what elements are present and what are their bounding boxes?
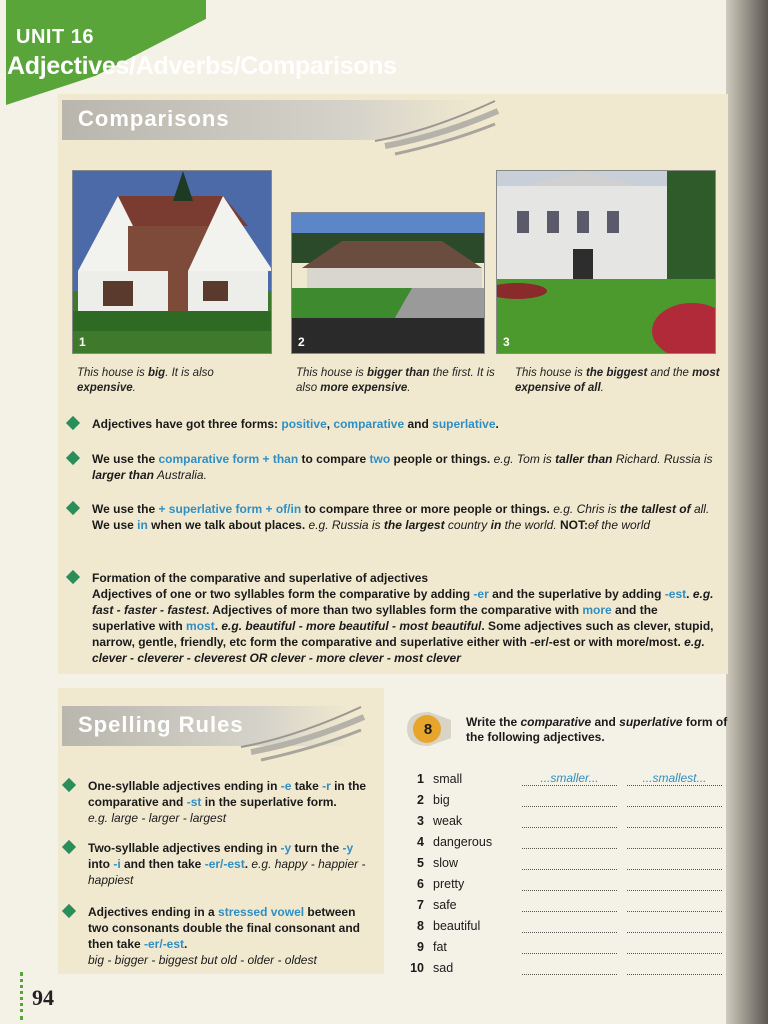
term-comparative: comparative [333, 417, 405, 431]
rule-text: into [88, 857, 114, 871]
term-e: -e [280, 779, 292, 793]
comparative-answer-field[interactable]: ...smaller... [522, 772, 617, 786]
exercise-item [400, 856, 730, 877]
bullet-formation [92, 570, 724, 666]
example-text: e.g. beautiful - more beautiful - most beautiful [221, 619, 482, 633]
example-text: e.g. Chris is [553, 502, 620, 516]
banner-swoosh-icon [236, 702, 366, 762]
caption-emphasis: the biggest [585, 367, 648, 379]
exercise-item [400, 898, 730, 919]
rule-example: e.g. large - larger - largest [88, 811, 227, 825]
exercise-item-word: small [433, 772, 463, 786]
bullet-text: Adjectives of one or two syllables form the comparative by adding [92, 587, 474, 601]
term-positive: positive [281, 417, 327, 431]
exercise-instruction [466, 715, 731, 745]
exercise-item [400, 919, 730, 940]
exercise-item-word: weak [433, 814, 463, 828]
exercise-item [400, 835, 730, 856]
term-er-est: -er/-est [204, 857, 245, 871]
exercise-item-number: 2 [417, 793, 424, 807]
exercise-item-number: 1 [417, 772, 424, 786]
exercise-item-word: fat [433, 940, 447, 954]
exercise-item-number: 8 [417, 919, 424, 933]
banner-swoosh-icon [370, 96, 500, 156]
example-text: e.g. fast - faster - fastest [92, 587, 714, 617]
exercise-item-word: beautiful [433, 919, 481, 933]
rule-text: in the comparative and [88, 779, 367, 809]
term-in: in [137, 518, 148, 532]
photo-caption-1 [77, 366, 257, 396]
term-r: -r [322, 779, 331, 793]
exercise-item-number: 4 [417, 835, 424, 849]
caption-text: This house is [296, 367, 367, 379]
superlative-answer-field[interactable] [627, 940, 722, 954]
comparisons-banner-text: Comparisons [78, 106, 230, 131]
rule-text: but [197, 953, 221, 967]
bullet-text: , [326, 417, 334, 431]
caption-text: This house is [515, 367, 586, 379]
crossed-out-word: of [588, 518, 599, 532]
comparative-answer-field[interactable] [522, 877, 617, 891]
exercise-item-word: safe [433, 898, 457, 912]
rule-text: turn the [291, 841, 343, 855]
term-st: -st [186, 795, 202, 809]
caption-text: the first. It is also [296, 367, 495, 394]
term-two: two [369, 452, 391, 466]
bullet-text: and the superlative by adding [488, 587, 665, 601]
bullet-text: people or things. [390, 452, 494, 466]
caption-text: This house is [77, 367, 148, 379]
term-i: -i [113, 857, 121, 871]
example-text: all. [690, 502, 710, 516]
comparative-answer-field[interactable] [522, 919, 617, 933]
bullet-text: when we talk about places. [147, 518, 309, 532]
superlative-answer-field[interactable]: ...smallest... [627, 772, 722, 786]
exercise-item [400, 877, 730, 898]
instruction-text: and [591, 715, 620, 729]
comparative-answer-field[interactable] [522, 940, 617, 954]
comparative-answer-field[interactable] [522, 835, 617, 849]
rule-text: Two-syllable adjectives ending in [88, 841, 281, 855]
exercise-item-number: 5 [417, 856, 424, 870]
exercise-item-number: 7 [417, 898, 424, 912]
bullet-text: . Adjectives of more than two syllables form the comparative with [206, 603, 583, 617]
house-photo-3 [496, 170, 716, 354]
example-emphasis: in [490, 518, 502, 532]
example-text: country [444, 518, 491, 532]
term-more: more [582, 603, 612, 617]
exercise-item-word: pretty [433, 877, 465, 891]
superlative-answer-field[interactable] [627, 877, 722, 891]
rule-text: take [291, 779, 323, 793]
example-text: Australia. [154, 468, 207, 482]
term-superlative-form: + superlative form + of/in [158, 502, 302, 516]
spelling-rule-2 [88, 840, 378, 888]
caption-text: . It is also [165, 367, 214, 379]
caption-text: and the [647, 367, 693, 379]
rule-example: old - older - oldest [220, 953, 317, 967]
page-number: 94 [32, 985, 54, 1010]
example-text: the world. [501, 518, 557, 532]
example-text: e.g. Russia is [308, 518, 384, 532]
bullet-text: . [686, 587, 693, 601]
spelling-banner-text: Spelling Rules [78, 712, 244, 737]
bullet-superlative-rule [92, 501, 724, 533]
exercise-item-word: dangerous [433, 835, 493, 849]
rule-text: One-syllable adjectives ending in [88, 779, 281, 793]
bullet-text: Adjectives have got three forms: [92, 417, 282, 431]
bullet-text: . [214, 619, 222, 633]
exercise-item-word: big [433, 793, 450, 807]
photo-number-3: 3 [503, 335, 510, 349]
rule-text: . [244, 857, 252, 871]
superlative-answer-field[interactable] [627, 835, 722, 849]
example-emphasis: larger than [92, 468, 155, 482]
exercise-item [400, 772, 730, 793]
caption-text: . [132, 382, 136, 394]
comparative-answer-field[interactable] [522, 961, 617, 975]
photo-caption-3 [515, 366, 720, 396]
house-photo-2 [291, 212, 485, 354]
comparative-answer-field[interactable] [522, 856, 617, 870]
term-er: -er [473, 587, 489, 601]
caption-emphasis: big [147, 367, 166, 379]
exercise-item-number: 6 [417, 877, 424, 891]
exercise-item-word: slow [433, 856, 459, 870]
example-emphasis: taller than [555, 452, 613, 466]
superlative-answer-field[interactable] [627, 814, 722, 828]
exercise-number: 8 [423, 721, 433, 738]
superlative-answer-field[interactable] [627, 961, 722, 975]
comparative-answer-field[interactable] [522, 814, 617, 828]
exercise-item [400, 793, 730, 814]
bullet-text: We use the [92, 452, 159, 466]
exercise-item-number: 9 [417, 940, 424, 954]
superlative-answer-field[interactable] [627, 919, 722, 933]
rule-example: big - bigger - biggest [88, 953, 198, 967]
photo-caption-2 [296, 366, 496, 396]
term-comparative-form: comparative form + than [158, 452, 299, 466]
rule-text: . [184, 937, 188, 951]
superlative-answer-field[interactable] [627, 898, 722, 912]
exercise-item [400, 814, 730, 835]
formation-title: Formation of the comparative and superlative of adjectives [92, 571, 429, 585]
bullet-three-forms [92, 416, 722, 432]
spelling-rule-3 [88, 904, 378, 968]
bullet-text: We use [92, 518, 138, 532]
caption-emphasis: more expensive [320, 382, 408, 394]
example-text: the world [598, 518, 651, 532]
exercise-item-number: 10 [410, 961, 424, 975]
comparative-answer-field[interactable] [522, 898, 617, 912]
spelling-rule-1 [88, 778, 378, 826]
superlative-answer-field[interactable] [627, 793, 722, 807]
rule-text: and then take [120, 857, 205, 871]
caption-emphasis: most expensive of all [515, 367, 720, 394]
house-photo-1 [72, 170, 272, 354]
bullet-text: and [404, 417, 433, 431]
example-text: e.g. Tom is [493, 452, 556, 466]
bullet-text: and the superlative with [92, 603, 658, 633]
instruction-text: Write the [466, 715, 521, 729]
term-most: most [186, 619, 215, 633]
bullet-text: to compare [298, 452, 370, 466]
unit-label: UNIT 16 [16, 26, 94, 48]
bullet-text: . Some adjectives such as clever, stupid, narrow, gentle, friendly, etc form the comparative and superlative either with -er/-est or with more/most. [92, 619, 714, 649]
page-edge-shadow [726, 0, 768, 1024]
exercise-item [400, 961, 730, 982]
rule-example: e.g. happy - happier - happiest [88, 857, 366, 887]
term-y: -y [280, 841, 292, 855]
bullet-text: We use the [92, 502, 159, 516]
term-er-est: -er/-est [144, 937, 185, 951]
caption-emphasis: bigger than [366, 367, 430, 379]
exercise-item-word: sad [433, 961, 454, 975]
term-y: -y [342, 841, 354, 855]
term-superlative: superlative [432, 417, 496, 431]
term-est: -est [664, 587, 687, 601]
example-text: e.g. clever - cleverer - cleverest OR clever - more clever - most clever [92, 635, 705, 665]
superlative-answer-field[interactable] [627, 856, 722, 870]
comparative-answer-field[interactable] [522, 793, 617, 807]
rule-text: Adjectives ending in a [88, 905, 219, 919]
instruction-emphasis: comparative [520, 715, 592, 729]
exercise-item-number: 3 [417, 814, 424, 828]
instruction-text: form of the following adjectives. [466, 715, 728, 744]
rule-text: in the superlative form. [201, 795, 337, 809]
example-emphasis: the largest [383, 518, 445, 532]
unit-title: Adjectives/Adverbs/Comparisons [7, 52, 397, 80]
photo-number-2: 2 [298, 335, 305, 349]
bullet-comparative-rule [92, 451, 724, 483]
bullet-text: . [495, 417, 499, 431]
caption-text: . [600, 382, 604, 394]
margin-dots [20, 972, 23, 1020]
example-text: Richard. Russia is [612, 452, 713, 466]
photo-number-1: 1 [79, 335, 86, 349]
term-stressed-vowel: stressed vowel [218, 905, 305, 919]
caption-text: . [407, 382, 411, 394]
example-emphasis: the tallest of [619, 502, 691, 516]
caption-emphasis: expensive [77, 382, 133, 394]
instruction-emphasis: superlative [619, 715, 683, 729]
exercise-item [400, 940, 730, 961]
bullet-text: to compare three or more people or things. [301, 502, 554, 516]
rule-text: between two consonants double the final consonant and then take [88, 905, 361, 951]
not-label: NOT: [560, 518, 588, 532]
